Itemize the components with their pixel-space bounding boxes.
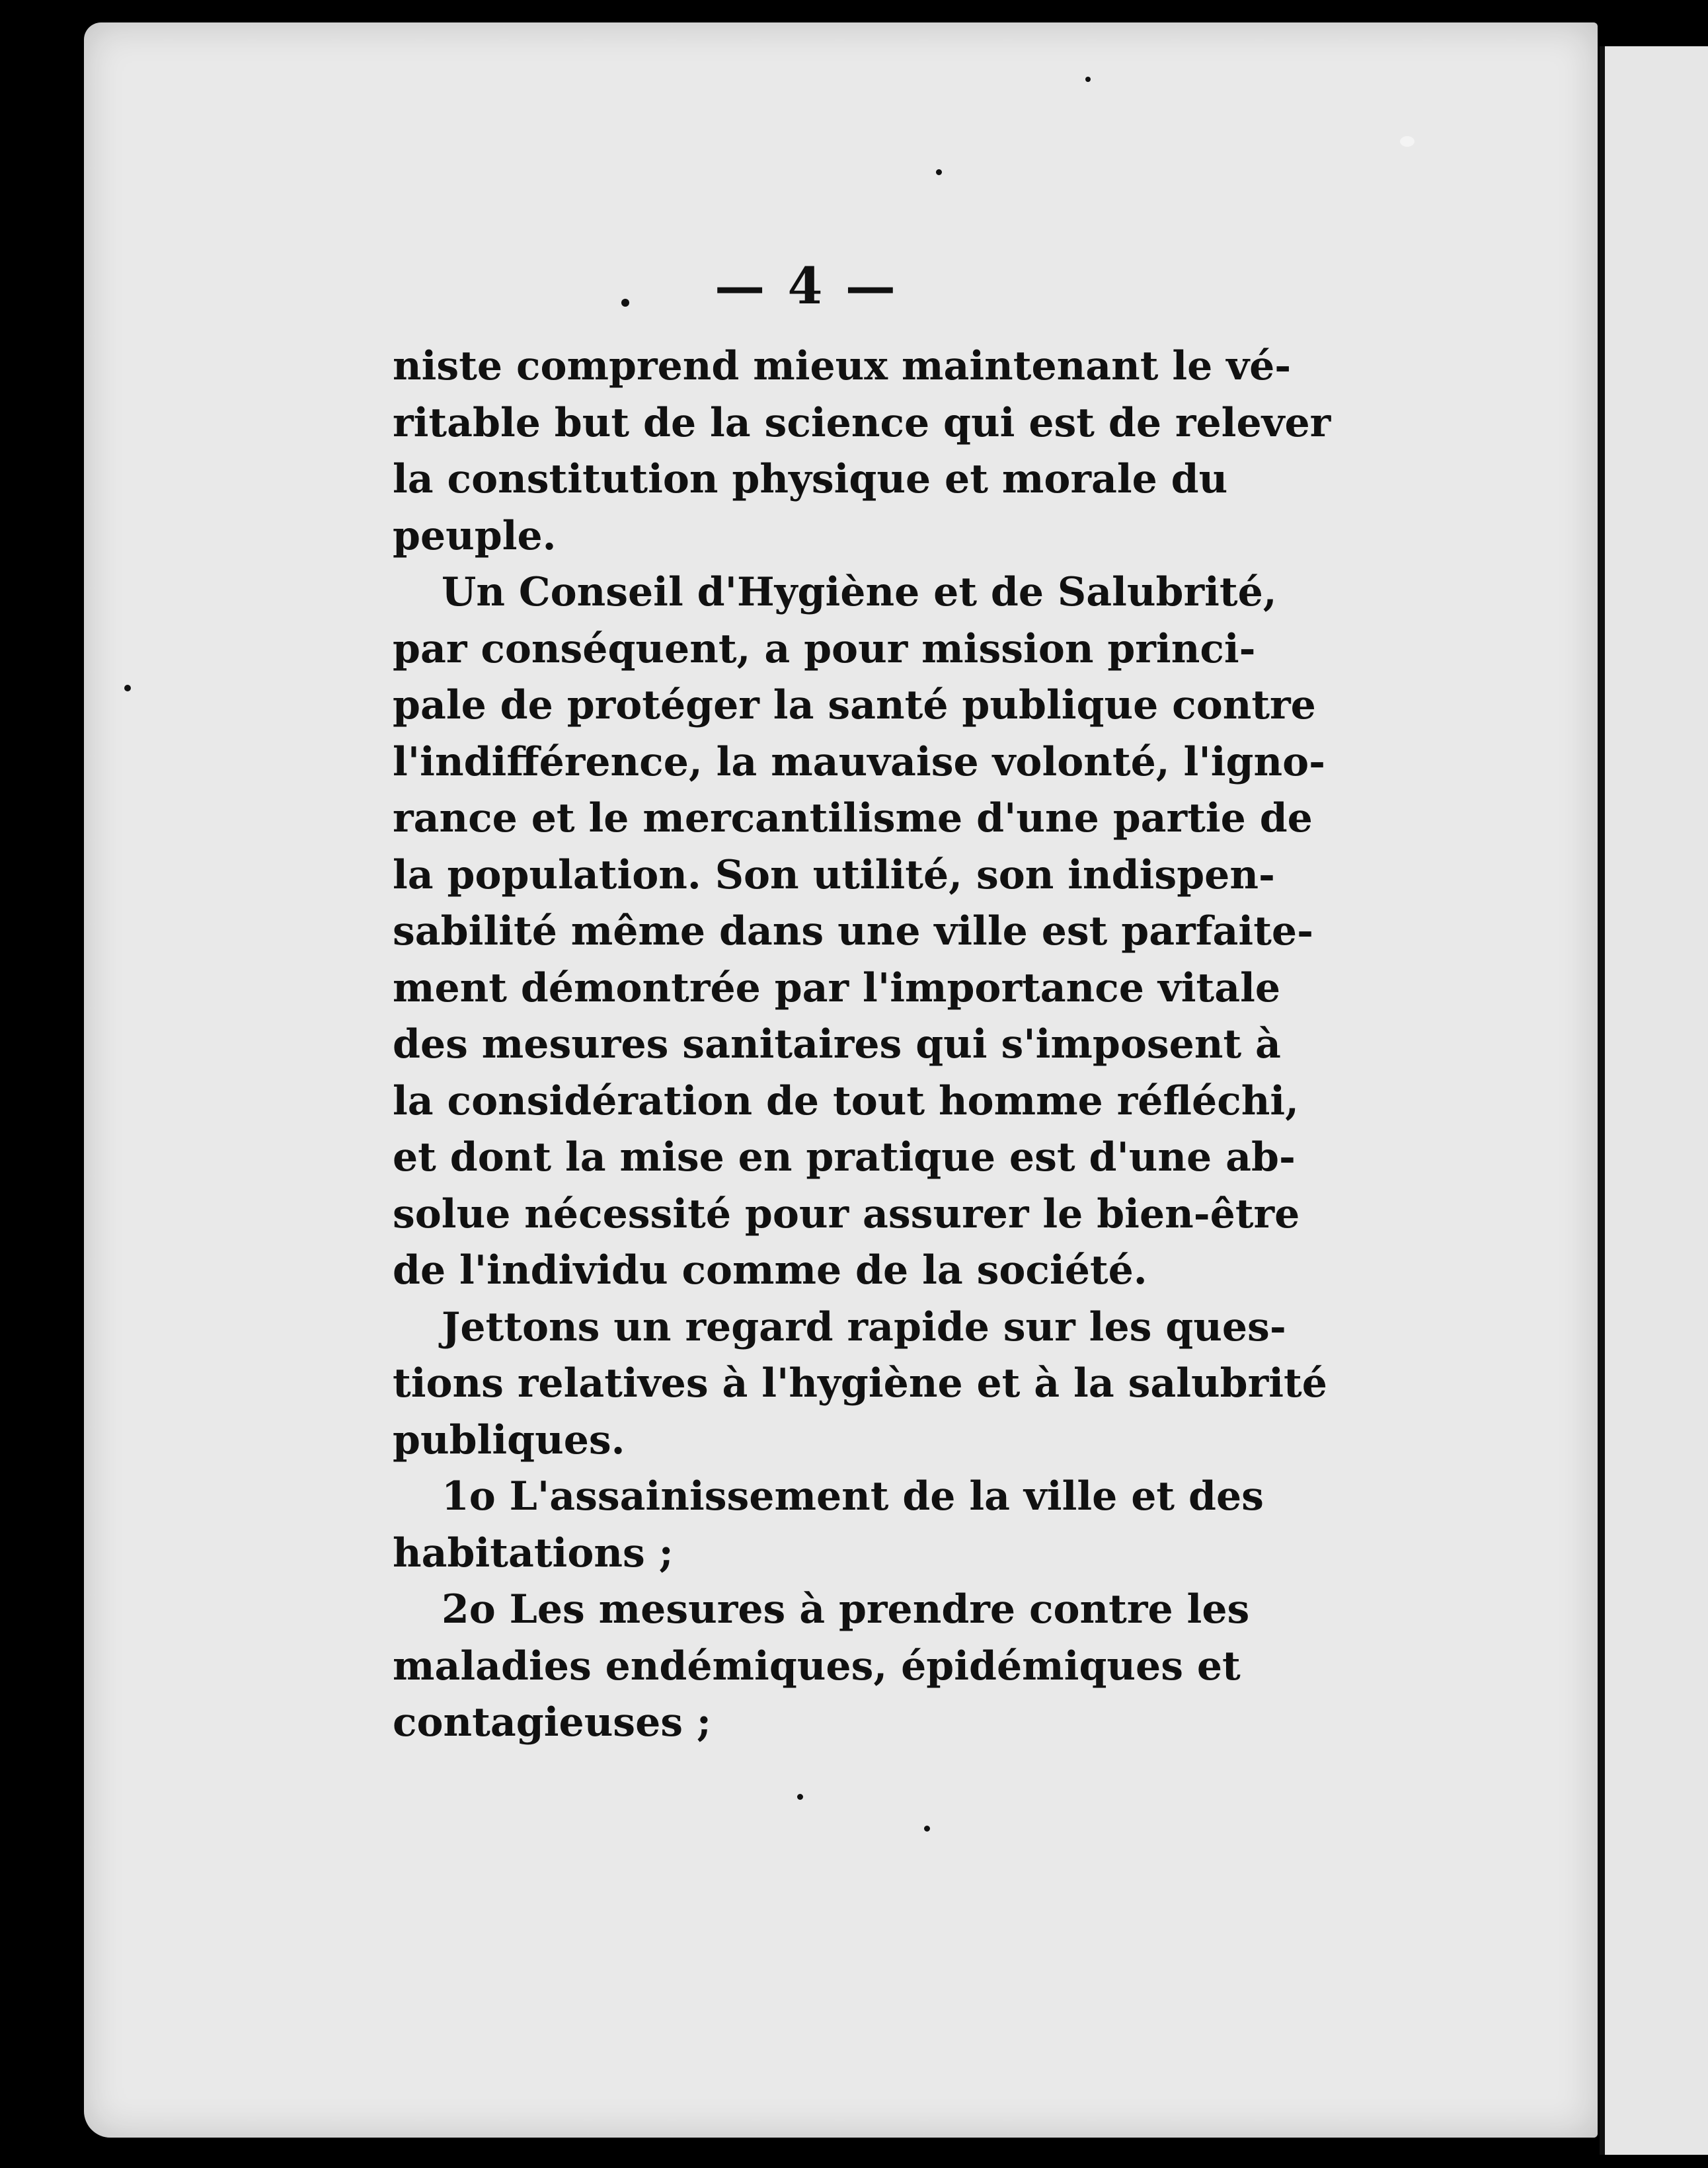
scan-speck bbox=[621, 299, 629, 307]
text-line: sabilité même dans une ville est parfaite- bbox=[393, 908, 1313, 954]
text-line: et dont la mise en pratique est d'une ab- bbox=[393, 1134, 1296, 1181]
scan-speck bbox=[124, 685, 131, 691]
scan-speck bbox=[1085, 77, 1091, 82]
scan-speck bbox=[1400, 136, 1415, 147]
page-body-text bbox=[393, 338, 1331, 1752]
text-line: habitations ; bbox=[393, 1529, 674, 1576]
text-line: solue nécessité pour assurer le bien-être bbox=[393, 1190, 1300, 1237]
text-line: la population. Son utilité, son indispen- bbox=[393, 851, 1275, 898]
text-line: ritable but de la science qui est de relever bbox=[393, 399, 1331, 446]
facing-page-edge bbox=[1600, 46, 1708, 2155]
text-line: Jettons un regard rapide sur les ques- bbox=[442, 1303, 1286, 1350]
text-line: la constitution physique et morale du bbox=[393, 456, 1228, 502]
text-line: par conséquent, a pour mission princi- bbox=[393, 625, 1256, 672]
scan-speck bbox=[924, 1826, 930, 1832]
text-line: maladies endémiques, épidémiques et bbox=[393, 1643, 1241, 1689]
text-line: la considération de tout homme réfléchi, bbox=[393, 1077, 1300, 1124]
text-line: niste comprend mieux maintenant le vé- bbox=[393, 343, 1292, 389]
text-line: l'indifférence, la mauvaise volonté, l'igno- bbox=[393, 738, 1325, 785]
text-line: pale de protéger la santé publique contre bbox=[393, 682, 1316, 728]
text-line: 1o L'assainissement de la ville et des bbox=[442, 1473, 1264, 1520]
text-line: des mesures sanitaires qui s'imposent à bbox=[393, 1021, 1281, 1067]
scan-speck bbox=[797, 1794, 803, 1800]
text-line: rance et le mercantilisme d'une partie de bbox=[393, 795, 1313, 841]
text-line: de l'individu comme de la société. bbox=[393, 1247, 1147, 1294]
scan-speck bbox=[936, 169, 942, 175]
text-line: ment démontrée par l'importance vitale bbox=[393, 964, 1281, 1011]
page-number: — 4 — bbox=[715, 256, 898, 315]
text-line: peuple. bbox=[393, 512, 557, 559]
text-line: 2o Les mesures à prendre contre les bbox=[442, 1586, 1250, 1633]
text-line: tions relatives à l'hygiène et à la salubrité bbox=[393, 1360, 1327, 1407]
text-line: contagieuses ; bbox=[393, 1699, 712, 1746]
text-line: publiques. bbox=[393, 1416, 625, 1463]
text-line: Un Conseil d'Hygiène et de Salubrité, bbox=[442, 569, 1277, 615]
